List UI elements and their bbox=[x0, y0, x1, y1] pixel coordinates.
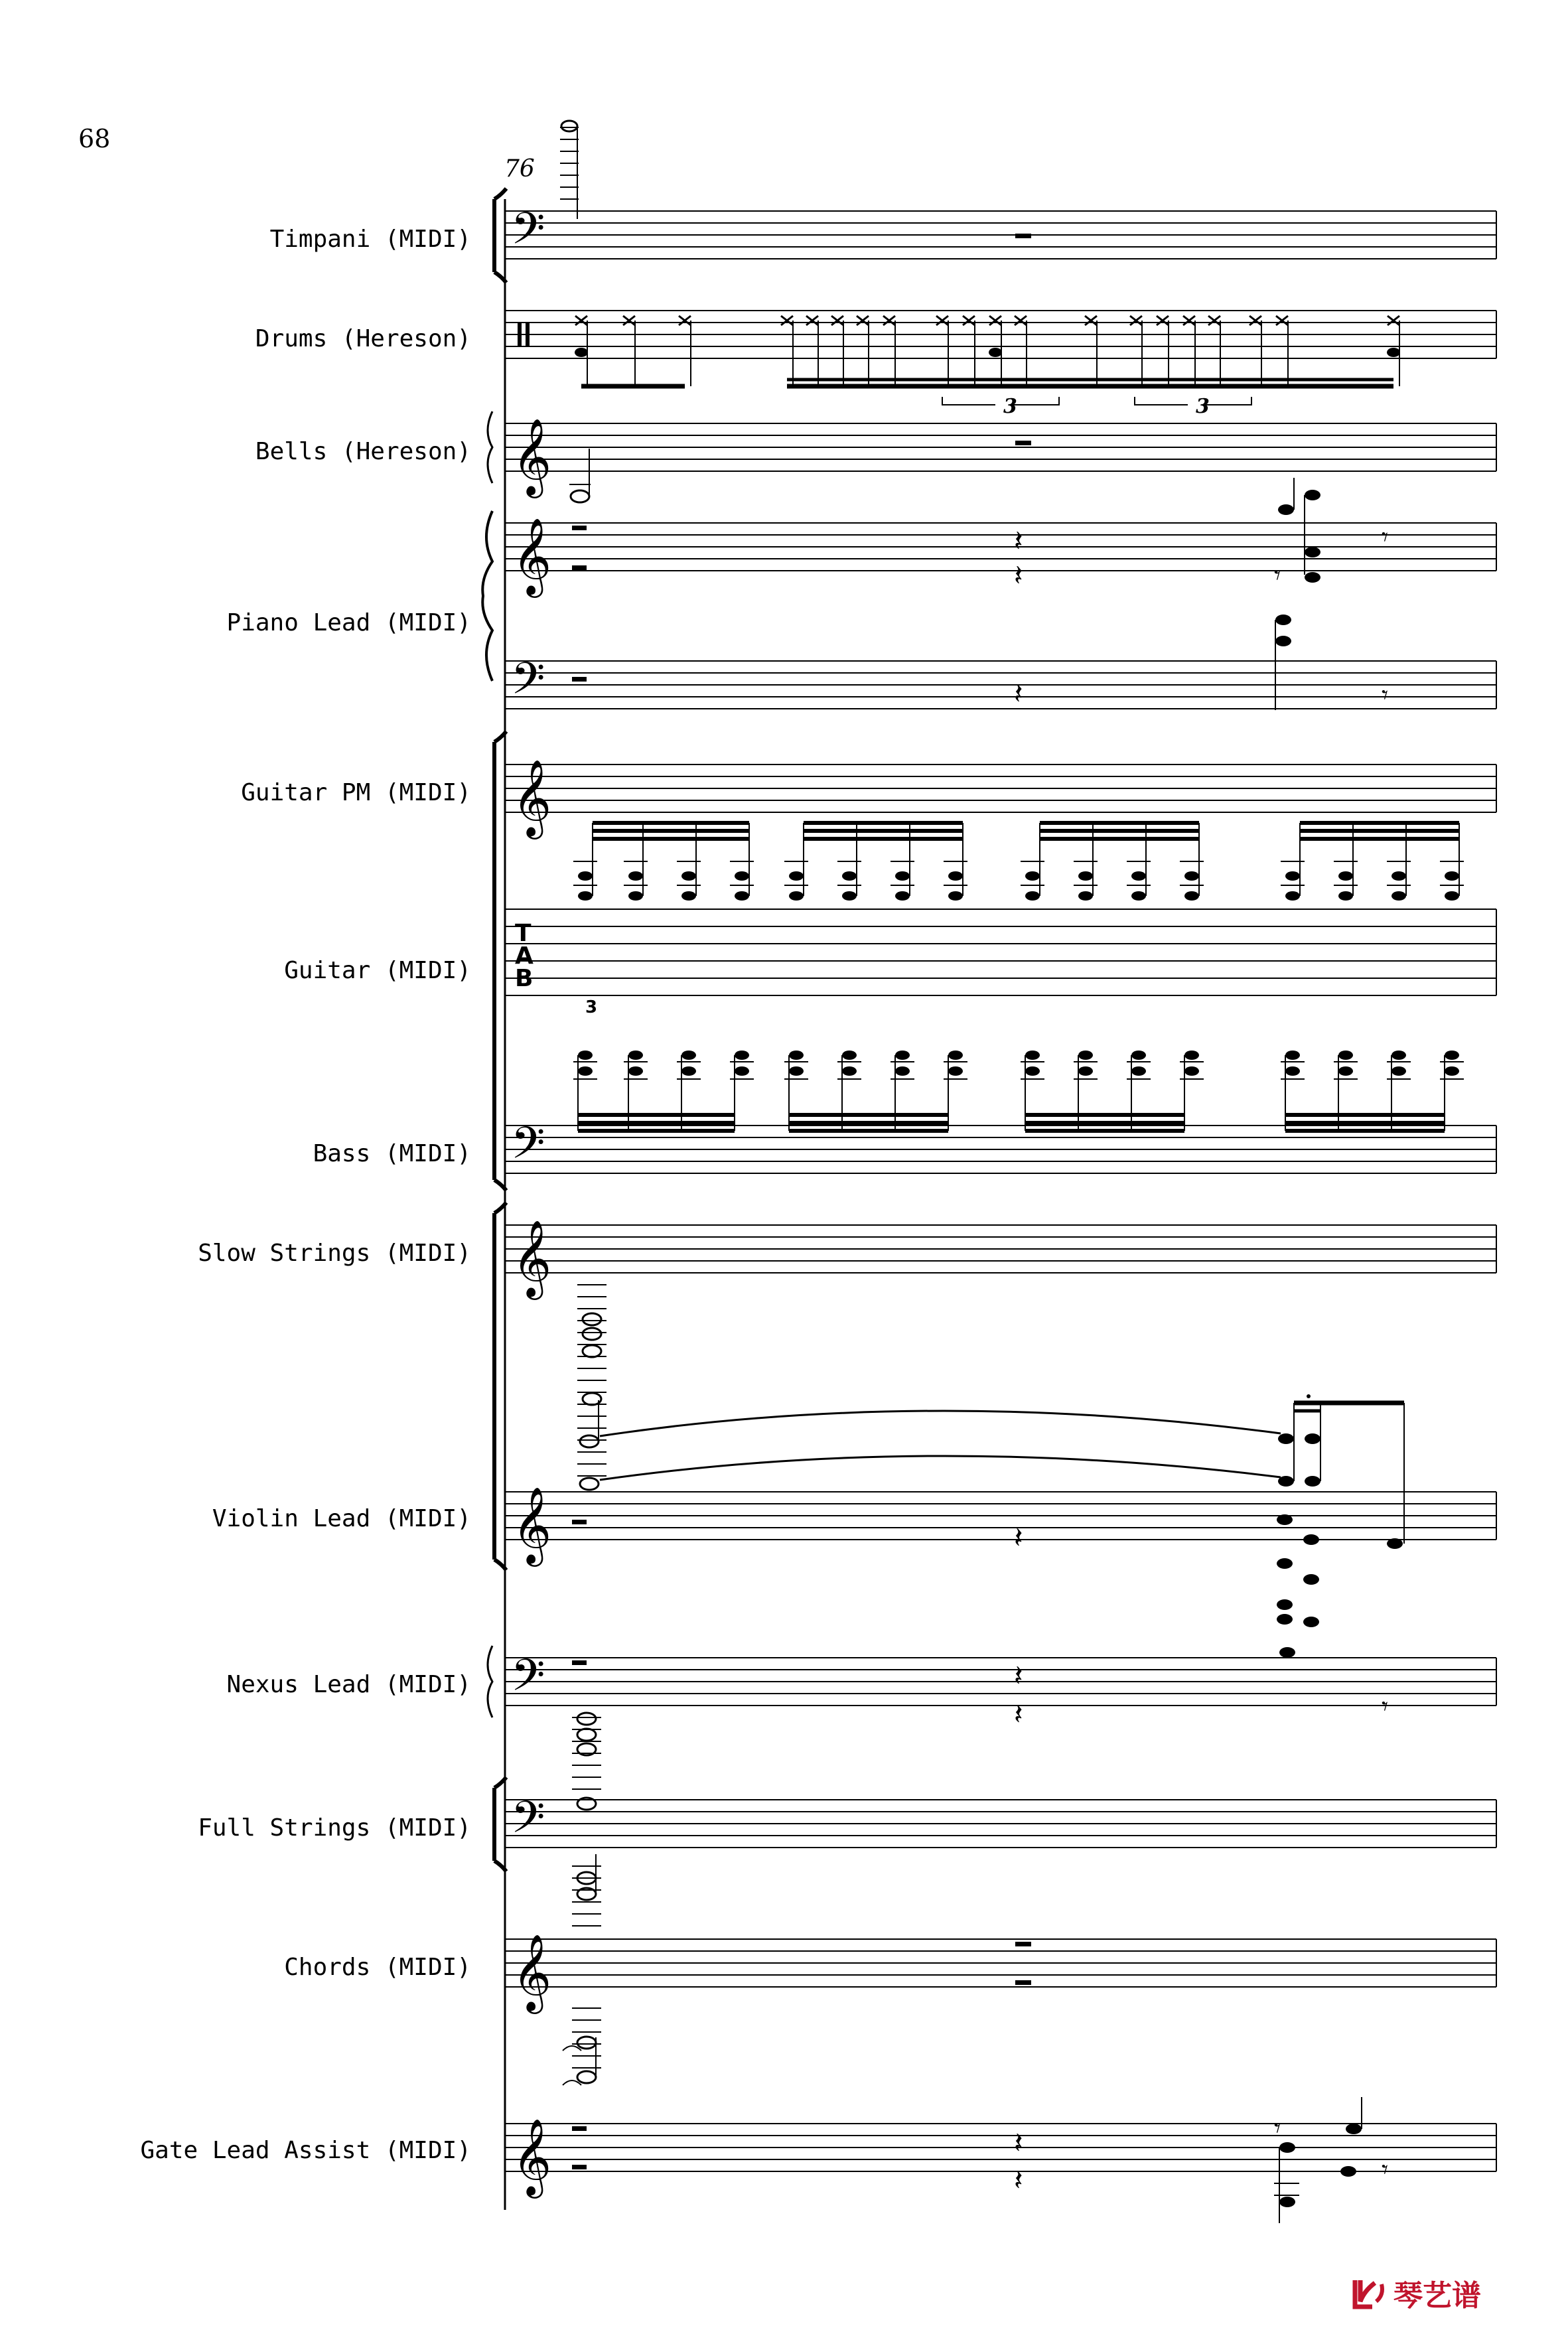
drum-hit bbox=[806, 316, 818, 386]
drum-hit bbox=[1208, 316, 1220, 386]
guitar-chord bbox=[1180, 823, 1204, 901]
drum-hit bbox=[1015, 316, 1027, 386]
treble-clef-icon: 𝄞 bbox=[512, 1486, 552, 1564]
guitar-chord bbox=[944, 823, 967, 901]
instrument-label-chords: Chords (MIDI) bbox=[284, 1954, 471, 1981]
svg-text:𝄽: 𝄽 bbox=[1014, 1698, 1023, 1731]
svg-text:𝄽: 𝄽 bbox=[1014, 559, 1023, 593]
treble-clef-icon: 𝄞 bbox=[512, 1219, 552, 1297]
bass-chord bbox=[1334, 1051, 1358, 1131]
bass-chord bbox=[784, 1051, 808, 1131]
drum-hit bbox=[1183, 316, 1195, 386]
drum-notes bbox=[575, 316, 1400, 386]
treble-clef-icon: 𝄞 bbox=[512, 2118, 552, 2195]
staff-violin-lead bbox=[212, 1394, 1496, 1627]
staff-nexus-lead bbox=[227, 1646, 1496, 1810]
instrument-label-violin-lead: Violin Lead (MIDI) bbox=[212, 1505, 471, 1532]
whole-note bbox=[561, 121, 577, 131]
bass-chord bbox=[677, 1051, 701, 1131]
drum-hit bbox=[936, 316, 948, 386]
svg-text:𝄽: 𝄽 bbox=[1014, 2126, 1023, 2160]
treble-clef-icon: 𝄞 bbox=[512, 417, 552, 495]
page-number: 68 bbox=[78, 124, 111, 153]
staff-full-strings bbox=[198, 1777, 1496, 1871]
instrument-label-bells: Bells (Hereson) bbox=[255, 438, 471, 465]
watermark bbox=[1355, 2279, 1481, 2313]
staff-drums bbox=[255, 311, 1496, 418]
guitar-chord bbox=[1127, 823, 1151, 901]
bass-chord bbox=[730, 1051, 754, 1131]
guitar-chord bbox=[1074, 823, 1098, 901]
tab-fret-number: 3 bbox=[585, 997, 598, 1017]
instrument-label-guitar-pm: Guitar PM (MIDI) bbox=[241, 779, 471, 806]
guitar-chord bbox=[837, 823, 861, 901]
snare-note bbox=[1387, 348, 1400, 357]
svg-text:𝄽: 𝄽 bbox=[1014, 1521, 1023, 1555]
bass-chord bbox=[624, 1051, 648, 1131]
drum-hit bbox=[1085, 316, 1097, 386]
svg-text:𝄾: 𝄾 bbox=[1274, 2114, 1281, 2143]
instrument-label-full-strings: Full Strings (MIDI) bbox=[198, 1814, 471, 1842]
brace bbox=[488, 411, 492, 483]
bass-chord bbox=[1021, 1051, 1044, 1131]
instrument-label-gate-lead-assist: Gate Lead Assist (MIDI) bbox=[140, 2137, 471, 2164]
staff-bass bbox=[313, 1051, 1496, 1179]
instrument-label-piano-lead: Piano Lead (MIDI) bbox=[226, 609, 471, 636]
brace bbox=[482, 511, 492, 681]
drum-hit bbox=[679, 316, 691, 386]
bass-chord bbox=[1440, 1051, 1464, 1131]
drum-hit bbox=[1276, 316, 1288, 386]
guitar-pm-notes bbox=[573, 823, 1464, 901]
rest bbox=[1015, 234, 1031, 238]
measure-number: 76 bbox=[504, 155, 535, 182]
bass-chord bbox=[573, 1051, 597, 1131]
bass-clef-icon: 𝄢 bbox=[511, 1792, 545, 1854]
drum-hit bbox=[1130, 316, 1142, 386]
bass-notes bbox=[573, 1051, 1464, 1131]
tab-clef-b: B bbox=[515, 965, 534, 992]
guitar-chord bbox=[730, 823, 754, 901]
guitar-chord bbox=[1387, 823, 1411, 901]
bass-chord bbox=[1180, 1051, 1204, 1131]
svg-text:𝄾: 𝄾 bbox=[1382, 680, 1389, 709]
bass-chord bbox=[1127, 1051, 1151, 1131]
svg-text:𝄽: 𝄽 bbox=[1014, 1659, 1023, 1693]
guitar-chord bbox=[573, 823, 597, 901]
music-note-logo-icon bbox=[1355, 2280, 1382, 2307]
svg-text:𝄾: 𝄾 bbox=[1274, 561, 1281, 590]
half-note bbox=[571, 490, 589, 502]
treble-clef-icon: 𝄞 bbox=[512, 759, 552, 836]
snare-note bbox=[575, 348, 588, 357]
tuplet-label: 3 bbox=[1196, 395, 1210, 418]
staff-timpani bbox=[270, 121, 1496, 283]
tab-clef-a: A bbox=[515, 942, 534, 970]
staff-piano-lead bbox=[227, 478, 1496, 715]
drum-hit bbox=[831, 316, 843, 386]
svg-text:𝄽: 𝄽 bbox=[1014, 677, 1023, 711]
instrument-label-bass: Bass (MIDI) bbox=[313, 1140, 471, 1167]
bass-chord bbox=[1387, 1051, 1411, 1131]
drum-hit bbox=[1157, 316, 1169, 386]
bass-chord bbox=[891, 1051, 914, 1131]
guitar-chord bbox=[1334, 823, 1358, 901]
svg-text:𝄾: 𝄾 bbox=[1382, 2155, 1389, 2184]
percussion-clef-icon bbox=[518, 323, 522, 346]
drum-hit bbox=[1249, 316, 1261, 386]
guitar-chord bbox=[784, 823, 808, 901]
treble-clef-icon: 𝄞 bbox=[512, 517, 552, 595]
guitar-chord bbox=[624, 823, 648, 901]
instrument-label-guitar: Guitar (MIDI) bbox=[284, 957, 471, 984]
snare-note bbox=[989, 348, 1002, 357]
drum-hit bbox=[781, 316, 793, 386]
instrument-label-nexus-lead: Nexus Lead (MIDI) bbox=[226, 1671, 471, 1698]
timpani-ledger-lines bbox=[560, 127, 579, 219]
treble-clef-icon: 𝄞 bbox=[512, 1933, 552, 2011]
brace bbox=[488, 1646, 492, 1717]
guitar-chord bbox=[1021, 823, 1044, 901]
bass-chord bbox=[1281, 1051, 1305, 1131]
svg-text:𝄾: 𝄾 bbox=[1382, 522, 1389, 551]
bass-chord bbox=[837, 1051, 861, 1131]
staff-bells bbox=[255, 411, 1496, 502]
drum-hit bbox=[883, 316, 895, 386]
guitar-chord bbox=[1281, 823, 1305, 901]
guitar-chord bbox=[1440, 823, 1464, 901]
guitar-chord bbox=[677, 823, 701, 901]
bass-chord bbox=[1074, 1051, 1098, 1131]
svg-text:𝄽: 𝄽 bbox=[1014, 2163, 1023, 2197]
staff-gate-lead-assist bbox=[141, 2097, 1497, 2223]
drum-hit bbox=[857, 316, 869, 386]
bass-clef-icon: 𝄢 bbox=[511, 1118, 545, 1179]
svg-text:𝄽: 𝄽 bbox=[1014, 524, 1023, 558]
instrument-label-timpani: Timpani (MIDI) bbox=[269, 226, 471, 253]
bass-clef-icon: 𝄢 bbox=[511, 203, 545, 265]
instrument-label-drums: Drums (Hereson) bbox=[255, 325, 471, 352]
bass-chord bbox=[944, 1051, 967, 1131]
watermark-brand-text: 琴艺谱 bbox=[1393, 2279, 1481, 2313]
tab-clef-t: T bbox=[515, 920, 532, 947]
drum-hit bbox=[623, 316, 635, 386]
rest bbox=[1015, 441, 1031, 445]
svg-text:𝄾: 𝄾 bbox=[1382, 1692, 1389, 1721]
bass-clef-icon: 𝄢 bbox=[511, 1650, 545, 1711]
drum-hit bbox=[963, 316, 975, 386]
instrument-label-slow-strings: Slow Strings (MIDI) bbox=[198, 1240, 471, 1267]
tuplet-label: 3 bbox=[1003, 395, 1017, 418]
bass-clef-icon: 𝄢 bbox=[511, 653, 545, 715]
staff-chords bbox=[284, 1854, 1496, 2085]
guitar-chord bbox=[891, 823, 914, 901]
staff-guitar-tab bbox=[284, 909, 1496, 1017]
